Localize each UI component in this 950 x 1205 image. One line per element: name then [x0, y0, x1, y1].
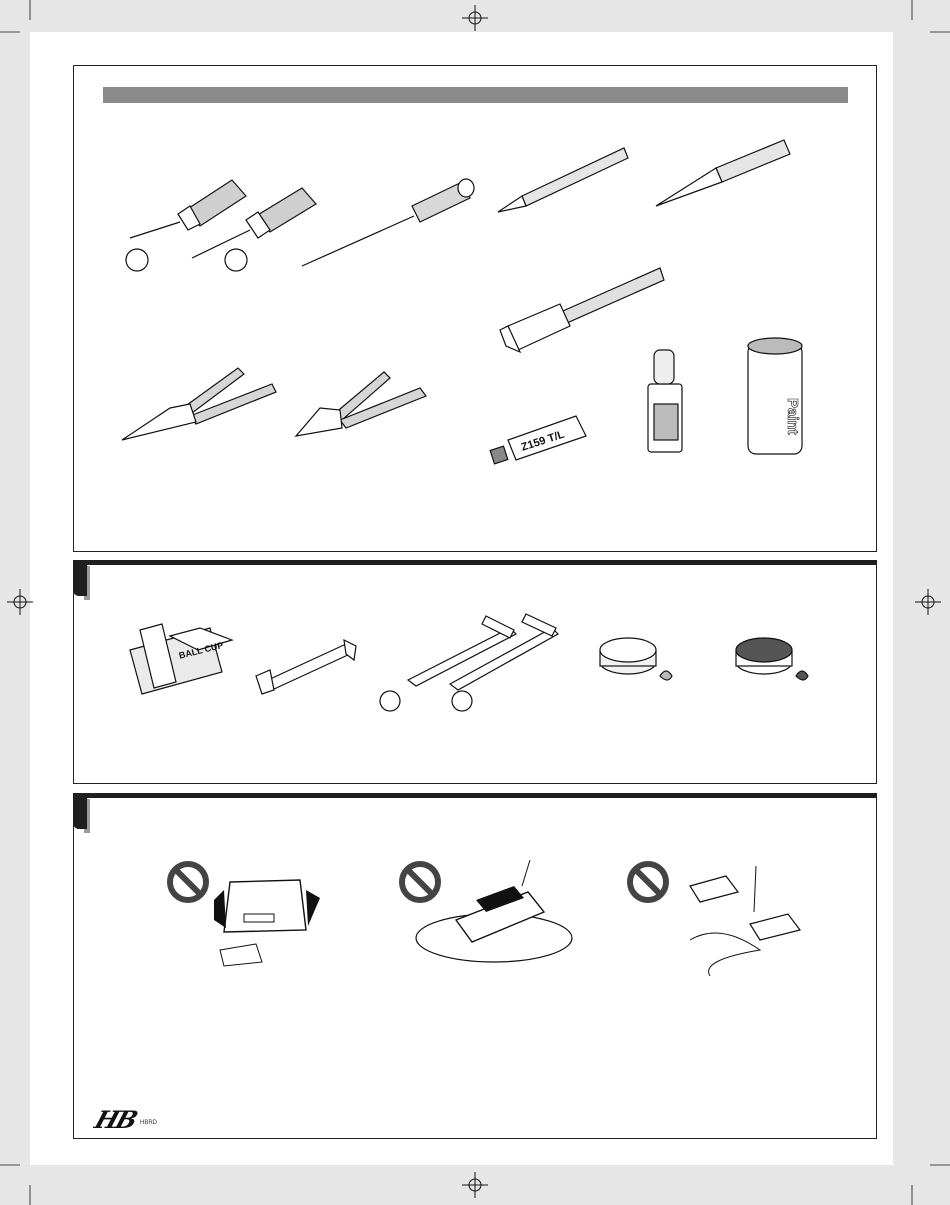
side-cutters-icon	[296, 372, 426, 436]
glue-tube-label: Z159 T/L	[519, 428, 566, 454]
hex-screwdriver-icon	[126, 180, 316, 271]
paint-can-icon	[748, 338, 802, 454]
ca-glue-bottle-icon	[648, 350, 682, 452]
brand-logo-trademark: HBRD	[140, 1120, 158, 1126]
no-car-crash-icon	[170, 864, 320, 966]
reamer-icon	[656, 140, 790, 206]
cross-wrench-icon	[130, 624, 232, 694]
flat-wrench-icon	[256, 640, 356, 694]
paint-can-label: Paint	[784, 398, 801, 435]
phillips-screwdriver-icon	[302, 179, 474, 266]
caliper-icon	[500, 268, 664, 352]
brand-logo: HB	[91, 1105, 140, 1134]
threadlock-tube-icon	[490, 416, 586, 464]
hobby-knife-icon	[498, 148, 628, 212]
grease-tub-black-icon	[736, 638, 808, 680]
no-crowd-icon	[630, 864, 800, 976]
grease-tub-white-icon	[600, 638, 672, 680]
cross-wrench-label: BALL CUP	[177, 639, 225, 661]
registration-mark-icon	[7, 5, 941, 1198]
hex-keys-icon	[380, 614, 558, 711]
needle-nose-pliers-icon	[122, 368, 276, 440]
no-water-icon	[402, 860, 572, 962]
